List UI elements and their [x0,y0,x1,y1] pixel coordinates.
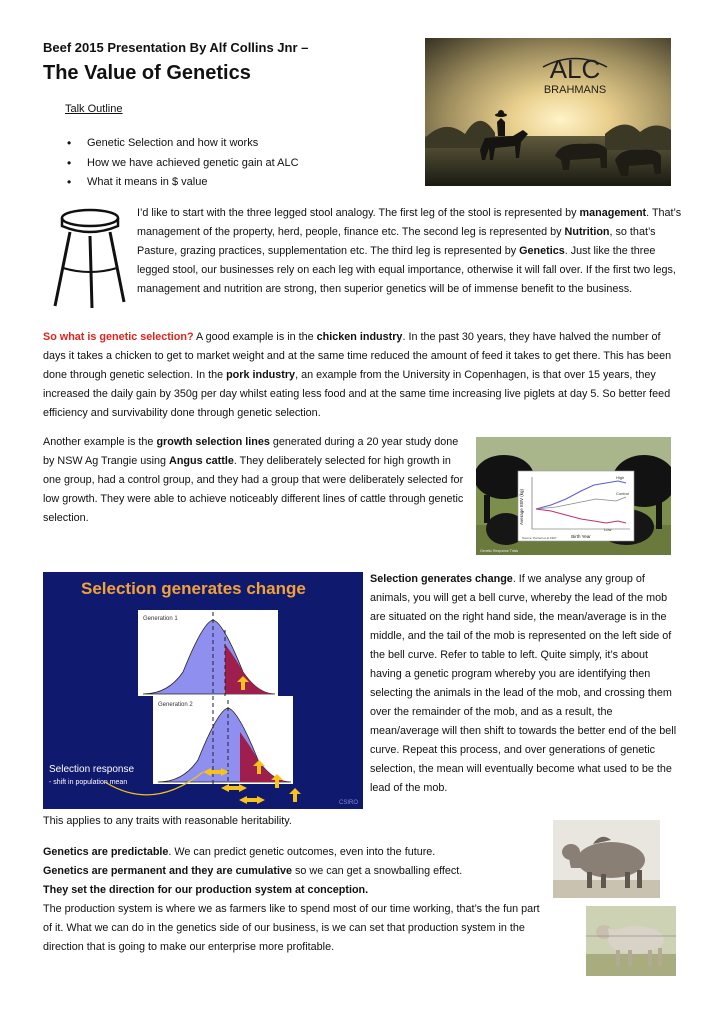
logo-brahmans-text: BRAHMANS [543,84,607,96]
slide-title: Selection generates change [81,579,306,598]
inset-line-label: Control [616,491,629,496]
angus-growth-chart-image [476,437,671,555]
inset-line-label: Low [604,527,612,532]
inset-line-label: High [616,475,625,480]
stool-paragraph: I’d like to start with the three legged stool analogy. The first leg of the stool is represented by management. That’s management of the property, herd, people, finance etc. The second leg is represented by Nutrition, so that’s Pasture, grazing practices, supplementation etc. The third leg is represented by Genetics. Just like the three legged stool, our businesses rely on each leg with equal importance, otherwise it will fall over. If the first two legs, management and nutrition are strong, then superior genetics will be of immense benefit to the business. [137,207,682,295]
talk-outline-list [65,134,395,193]
page-title: The Value of Genetics [43,62,251,84]
brahman-bull-image [553,820,660,898]
generation-2-label: Generation 2 [158,702,193,708]
genetic-selection-paragraph: So what is genetic selection? A good example is in the chicken industry. In the past 30 years, they have halved the number of days it takes a chicken to get to market weight and at the same time reduced the amount of feed it takes to get there. This has been done through genetic selection. In the pork industry, an example from the University in Copenhagen, is that over 15 years, they increased the daily gain by 350g per day whilst eating less food and at the same time increasing live piglets at day 5. So better feed efficiency and survivability done through genetic selection. [43,331,672,419]
inset-x-label: Birth Year [571,534,591,539]
growth-lines-paragraph: Another example is the growth selection lines generated during a 20 year study done by NSW Ag Trangie using Angus cattle. They deliberately selected for high growth in one group, had a control group, and they had a group that were deliberately selected for low growth. They were able to achieve noticeably different lines of cattle through genetic selection. [43,436,464,524]
inset-y-label: Average EBV (kg) [519,489,524,525]
sunset-rider-image [425,38,671,186]
stool-illustration [50,206,130,310]
logo-alc-text: ALC [549,54,601,84]
list-item: • How we have achieved genetic gain at ALC [65,154,395,174]
header-photo [425,38,671,186]
list-item: • Genetic Selection and how it works [65,134,395,154]
heritability-note: This applies to any traits with reasonable heritability. [43,815,292,827]
selection-response-sub: - shift in population mean [49,779,128,786]
selection-change-paragraph: Selection generates change. If we analyse any group of animals, you will get a bell curve, whereby the lead of the mob are situated on the right hand side, the mean/average is in the middle, and the tail of the mob is represented on the left side of the bell curve. Refer to table to left. Quite simply, it’s about having a genetic program whereby you are identifying then selecting the animals in the lead of the mob, and crossing them over the remainder of the mob, and as a result, the mean/average will then shift to towards the better end of the bell curve. Repeat this process, and over generations of genetic selection, the mean will eventually become what used to be the lead of the mob. [370,573,677,794]
closing-paragraph: Genetics are predictable. We can predict genetic outcomes, even into the future. Genetics are permanent and they are cumulative so we can get a snowballing effect. They set the direction for our production system at conception. The production system is where we as farmers like to spend most of our time working, that’s the fun part of it. What we can do in the genetics side of our business, is we can set that production system in the direction that is going to make our enterprise more profitable. [43,846,540,953]
inset-source: Source: Parnell et al 1997 [522,536,557,540]
presentation-subtitle: Beef 2015 Presentation By Alf Collins Jnr – [43,40,309,55]
talk-outline-label: Talk Outline [65,103,123,115]
brahman-heifer-image [586,906,676,976]
generation-1-label: Generation 1 [143,616,178,622]
selection-slide [43,572,363,809]
three-legged-stool-icon [50,206,130,310]
inset-caption: Genetic Response Trials [480,549,519,553]
selection-response-label: Selection response [49,764,135,775]
csiro-logo: CSIRO [339,800,359,806]
list-item: • What it means in $ value [65,173,395,193]
genetic-selection-question: So what is genetic selection? [43,331,194,343]
